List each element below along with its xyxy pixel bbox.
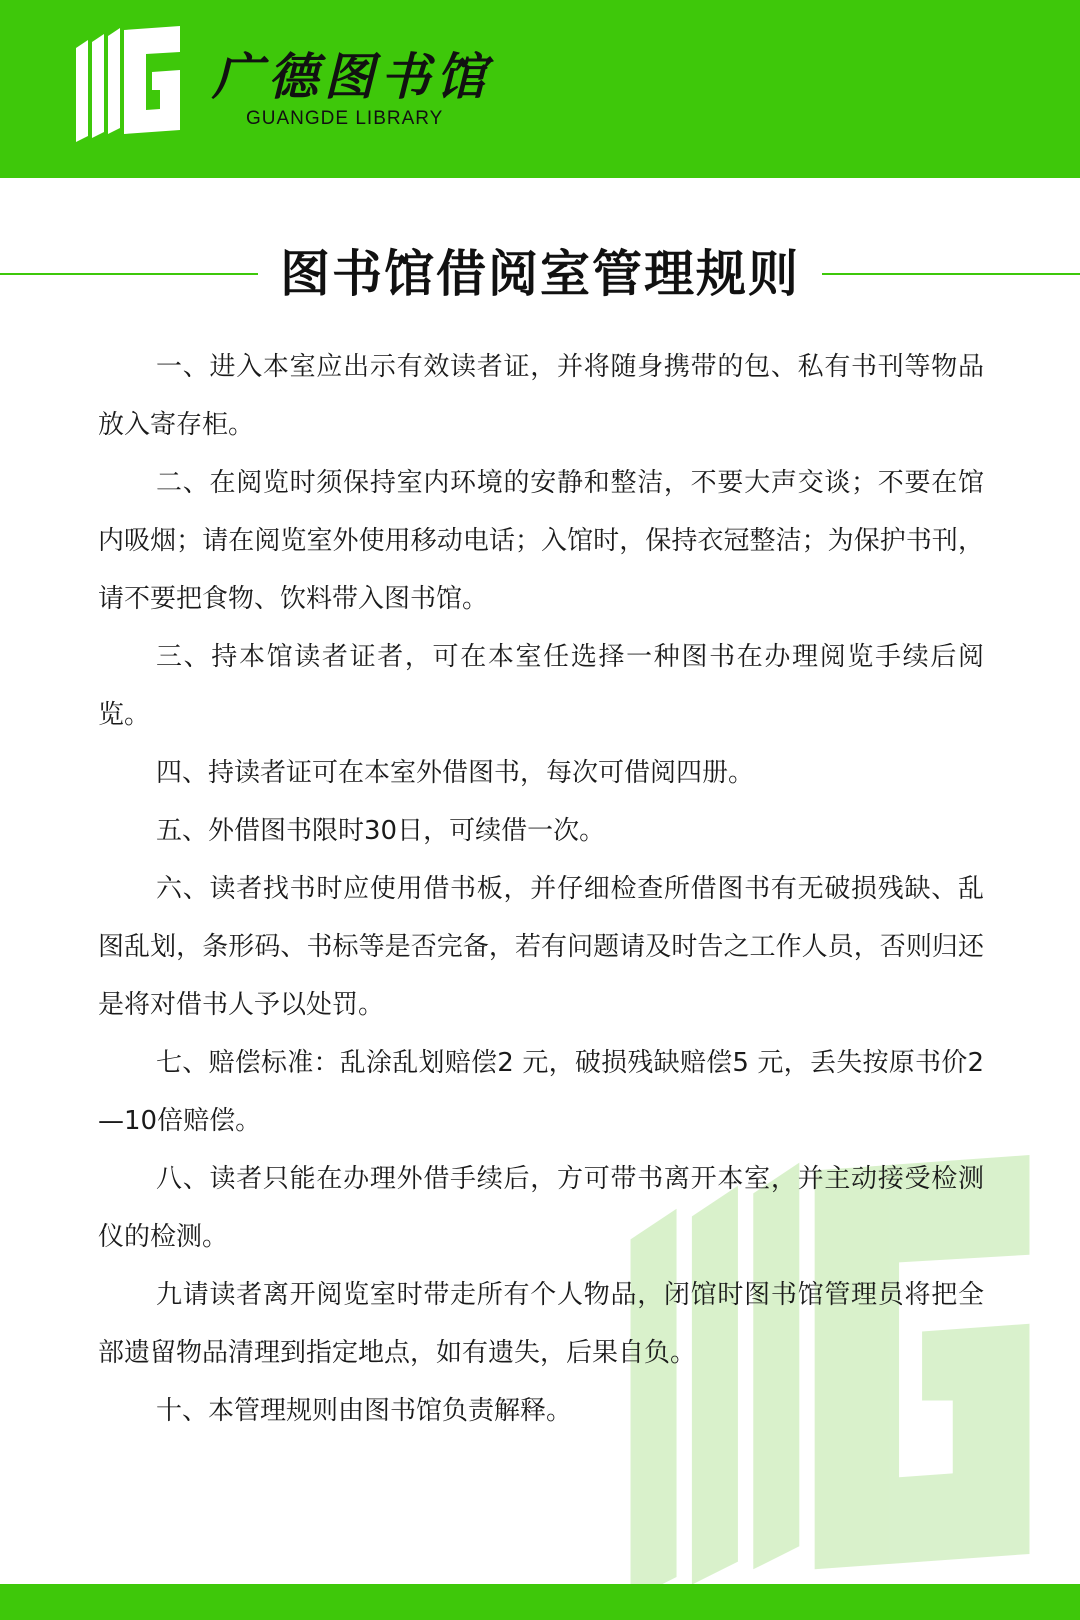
- title-row: [0, 240, 1080, 308]
- footer-bar: [0, 1584, 1080, 1620]
- rule-item: 四、持读者证可在本室外借图书，每次可借阅四册。: [156, 758, 755, 788]
- logo-english-name: GUANGDE LIBRARY: [246, 108, 444, 129]
- title-divider-left: [0, 273, 258, 275]
- title-divider-right: [822, 273, 1080, 275]
- rule-item: 三、持本馆读者证者，可在本室任选择一种图书在办理阅览手续后阅览。: [98, 642, 984, 730]
- logo-chinese-name: 广德图书馆: [212, 47, 492, 106]
- rule-item: 八、读者只能在办理外借手续后，方可带书离开本室，并主动接受检测仪的检测。: [98, 1164, 984, 1252]
- rule-item: 十、本管理规则由图书馆负责解释。: [156, 1396, 573, 1426]
- library-logo-icon: [76, 26, 180, 142]
- rule-item: 一、进入本室应出示有效读者证，并将随身携带的包、私有书刊等物品放入寄存柜。: [98, 352, 984, 440]
- rule-item: 五、外借图书限时30日，可续借一次。: [156, 816, 606, 846]
- header-banner: [0, 0, 1080, 178]
- rule-item: 六、读者找书时应使用借书板，并仔细检查所借图书有无破损残缺、乱图乱划，条形码、书标等是否完备，若有问题请及时告之工作人员，否则归还是将对借书人予以处罚。: [98, 874, 984, 1020]
- rules-list: [98, 338, 984, 1440]
- rule-item: 七、赔偿标准：乱涂乱划赔偿2 元，破损残缺赔偿5 元，丢失按原书价2—10倍赔偿。: [98, 1048, 984, 1136]
- rule-item: 九请读者离开阅览室时带走所有个人物品，闭馆时图书馆管理员将把全部遗留物品清理到指定地点，如有遗失，后果自负。: [98, 1280, 984, 1368]
- page-title: 图书馆借阅室管理规则: [280, 244, 800, 303]
- rule-item: 二、在阅览时须保持室内环境的安静和整洁，不要大声交谈；不要在馆内吸烟；请在阅览室外使用移动电话；入馆时，保持衣冠整洁；为保护书刊，请不要把食物、饮料带入图书馆。: [98, 468, 984, 614]
